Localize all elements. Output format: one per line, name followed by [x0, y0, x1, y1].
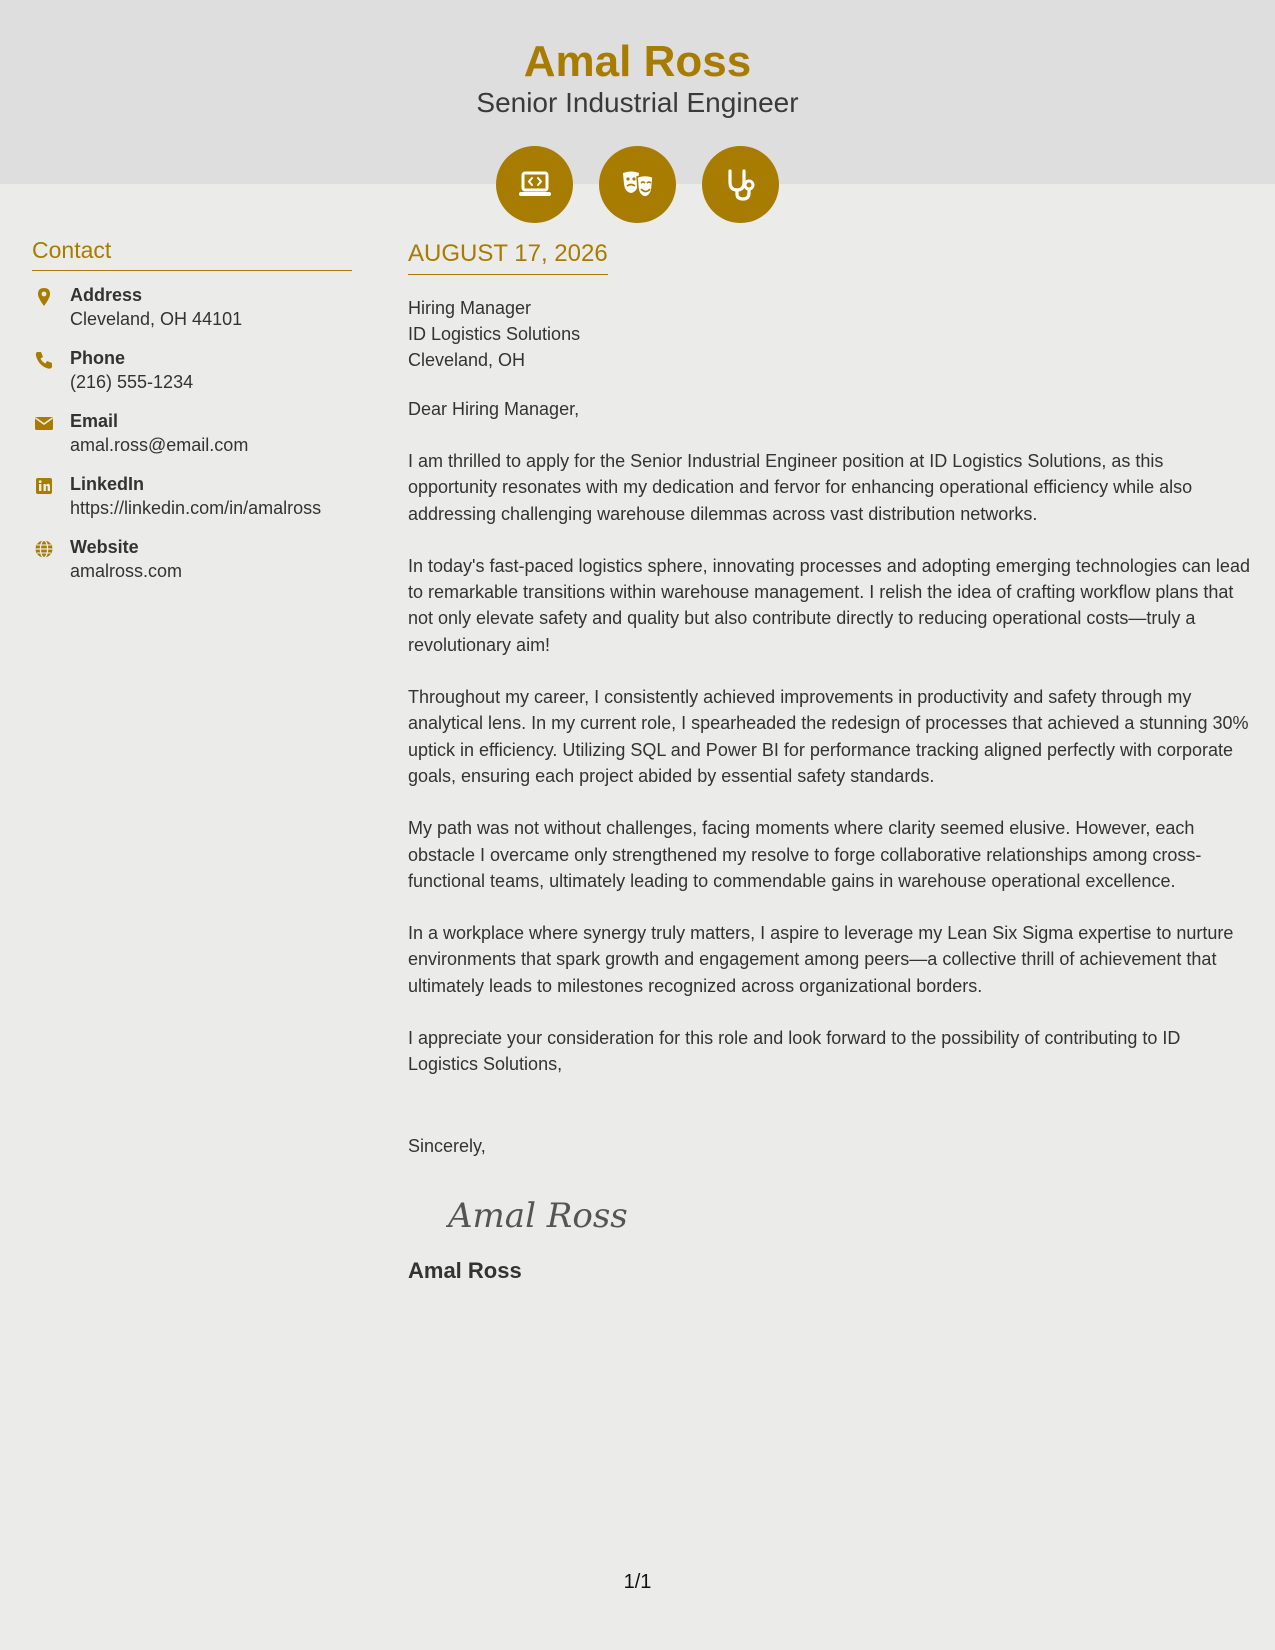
- contact-value: (216) 555-1234: [70, 372, 194, 392]
- job-title: Senior Industrial Engineer: [476, 87, 799, 118]
- contact-value: Cleveland, OH 44101: [70, 309, 243, 329]
- envelope-icon: [34, 413, 54, 433]
- contact-sidebar: [32, 236, 352, 598]
- masks-theater-icon: [618, 165, 658, 205]
- phone-icon: [34, 350, 54, 370]
- paragraph: In a workplace where synergy truly matters, I aspire to leverage my Lean Six Sigma expertise to nurture environments that spark growth and engagement among peers—a collective thrill of achievement that ultimately leads to milestones recognized across organizational borders.: [408, 923, 1234, 996]
- signature-image: [446, 1185, 646, 1241]
- letter-date: AUGUST 17, 2026: [408, 240, 608, 275]
- recipient-line: Hiring Manager: [408, 298, 532, 318]
- letter-body: [408, 240, 1253, 1285]
- stethoscope-icon: [721, 165, 761, 205]
- contact-label: Website: [70, 537, 139, 557]
- signed-name: Amal Ross: [408, 1257, 522, 1283]
- contact-value[interactable]: amalross.com: [70, 561, 183, 581]
- contact-list: [32, 283, 352, 598]
- contact-heading: Contact: [32, 236, 352, 271]
- paragraph: Throughout my career, I consistently achieved improvements in productivity and safety through my analytical lens. In my current role, I spearheaded the redesign of processes that achieved a stunning 30% uptick in efficiency. Utilizing SQL and Power BI for performance tracking aligned perfectly with corporate goals, ensuring each project abided by essential safety standards.: [408, 687, 1249, 786]
- theater-masks-badge: [599, 146, 676, 223]
- recipient-line: Cleveland, OH: [408, 350, 526, 370]
- signature: [446, 1185, 646, 1241]
- paragraph: My path was not without challenges, facing moments where clarity seemed elusive. However, each obstacle I overcame only strengthened my resolve to forge collaborative relationships among cross-functional teams, ultimately leading to commendable gains in warehouse operational excellence.: [408, 818, 1202, 891]
- page-number: 1/1: [623, 1571, 652, 1593]
- laptop-code-badge: [496, 146, 573, 223]
- salutation: Dear Hiring Manager,: [408, 399, 580, 419]
- stethoscope-badge: [702, 146, 779, 223]
- recipient-line: ID Logistics Solutions: [408, 324, 581, 344]
- signature-text: Amal Ross: [448, 1195, 628, 1236]
- paragraph: I am thrilled to apply for the Senior Industrial Engineer position at ID Logistics Solutions, as this opportunity resonates with my dedication and fervor for enhancing operational efficiency while also addressing challenging warehouse dilemmas across vast distribution networks.: [408, 451, 1193, 524]
- map-pin-icon: [34, 287, 54, 307]
- contact-website: [32, 535, 352, 598]
- contact-label: Phone: [70, 348, 126, 368]
- closing: Sincerely,: [408, 1135, 486, 1156]
- paragraph: I appreciate your consideration for this role and look forward to the possibility of contributing to ID Logistics Solutions,: [408, 1028, 1181, 1075]
- globe-icon: [34, 539, 54, 559]
- contact-label: LinkedIn: [70, 474, 145, 494]
- contact-label: Address: [70, 285, 143, 305]
- contact-email: [32, 409, 352, 472]
- contact-phone: [32, 346, 352, 409]
- recipient-block: [408, 295, 1253, 373]
- interest-icons: [0, 146, 1275, 223]
- contact-address: [32, 283, 352, 346]
- linkedin-icon: [34, 476, 54, 496]
- contact-value[interactable]: https://linkedin.com/in/amalross: [70, 498, 322, 518]
- applicant-name: Amal Ross: [523, 37, 752, 86]
- paragraph: In today's fast-paced logistics sphere, innovating processes and adopting emerging technologies can lead to remarkable transitions within warehouse management. I relish the idea of crafting workflow plans that not only elevate safety and quality but also contribute directly to reducing operational costs—truly a revolutionary aim!: [408, 555, 1250, 655]
- laptop-code-icon: [515, 165, 555, 205]
- contact-value[interactable]: amal.ross@email.com: [70, 435, 249, 455]
- contact-label: Email: [70, 411, 119, 431]
- contact-linkedin: [32, 472, 352, 535]
